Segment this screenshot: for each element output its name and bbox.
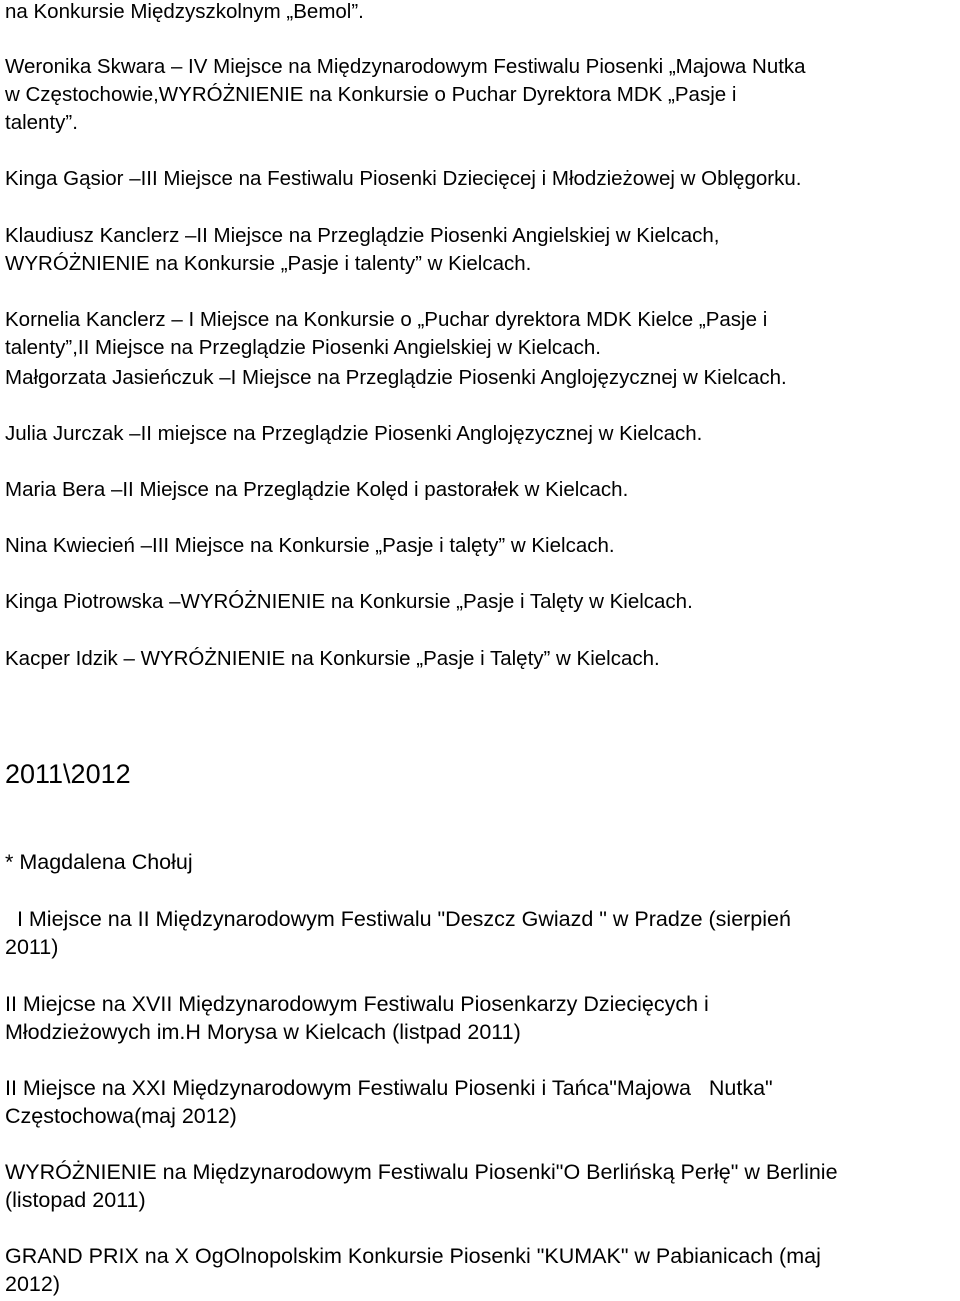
paragraph: Maria Bera –II Miejsce na Przeglądzie Kolęd i pastorałek w Kielcach. (5, 478, 629, 501)
section-item: WYRÓŻNIENIE na Międzynarodowym Festiwalu Piosenki"O Berlińską Perłę" w Berlinie (listopad 2011) (5, 1160, 838, 1212)
paragraph: Weronika Skwara – IV Miejsce na Międzynarodowym Festiwalu Piosenki „Majowa Nutka w Częstochowie,WYRÓŻNIENIE na Konkursie o Puchar Dyrektora MDK „Pasje i talenty”. (5, 55, 806, 134)
paragraph: Kinga Piotrowska –WYRÓŻNIENIE na Konkursie „Pasje i Talęty w Kielcach. (5, 590, 693, 613)
section-item: * Magdalena Chołuj (5, 850, 193, 874)
paragraph: Kinga Gąsior –III Miejsce na Festiwalu Piosenki Dziecięcej i Młodzieżowej w Oblęgorku. (5, 167, 802, 190)
paragraph: Nina Kwiecień –III Miejsce na Konkursie „Pasje i talęty” w Kielcach. (5, 534, 615, 557)
paragraph: Klaudiusz Kanclerz –II Miejsce na Przeglądzie Piosenki Angielskiej w Kielcach, WYRÓŻNIENIE na Konkursie „Pasje i talenty” w Kielcach. (5, 224, 720, 275)
section-heading: 2011\2012 (5, 759, 131, 789)
section-item: II Miejsce na XXI Międzynarodowym Festiwalu Piosenki i Tańca"Majowa Nutka" Częstochowa(maj 2012) (5, 1076, 773, 1128)
section-item: I Miejsce na II Międzynarodowym Festiwalu "Deszcz Gwiazd " w Pradze (sierpień 2011) (5, 907, 791, 959)
paragraph: Kacper Idzik – WYRÓŻNIENIE na Konkursie „Pasje i Talęty” w Kielcach. (5, 647, 660, 670)
section-item: II Miejcse na XVII Międzynarodowym Festiwalu Piosenkarzy Dziecięcych i Młodzieżowych im.H Morysa w Kielcach (listpad 2011) (5, 992, 709, 1044)
section-item: GRAND PRIX na X OgOlnopolskim Konkursie Piosenki "KUMAK" w Pabianicach (maj 2012) (5, 1244, 821, 1296)
paragraph: Kornelia Kanclerz – I Miejsce na Konkursie o „Puchar dyrektora MDK Kielce „Pasje i talenty”,II Miejsce na Przeglądzie Piosenki Angielskiej w Kielcach. (5, 308, 768, 359)
paragraph: Małgorzata Jasieńczuk –I Miejsce na Przeglądzie Piosenki Anglojęzycznej w Kielcach. (5, 366, 787, 389)
paragraph: na Konkursie Międzyszkolnym „Bemol”. (5, 0, 364, 23)
paragraph: Julia Jurczak –II miejsce na Przeglądzie Piosenki Anglojęzycznej w Kielcach. (5, 422, 703, 445)
